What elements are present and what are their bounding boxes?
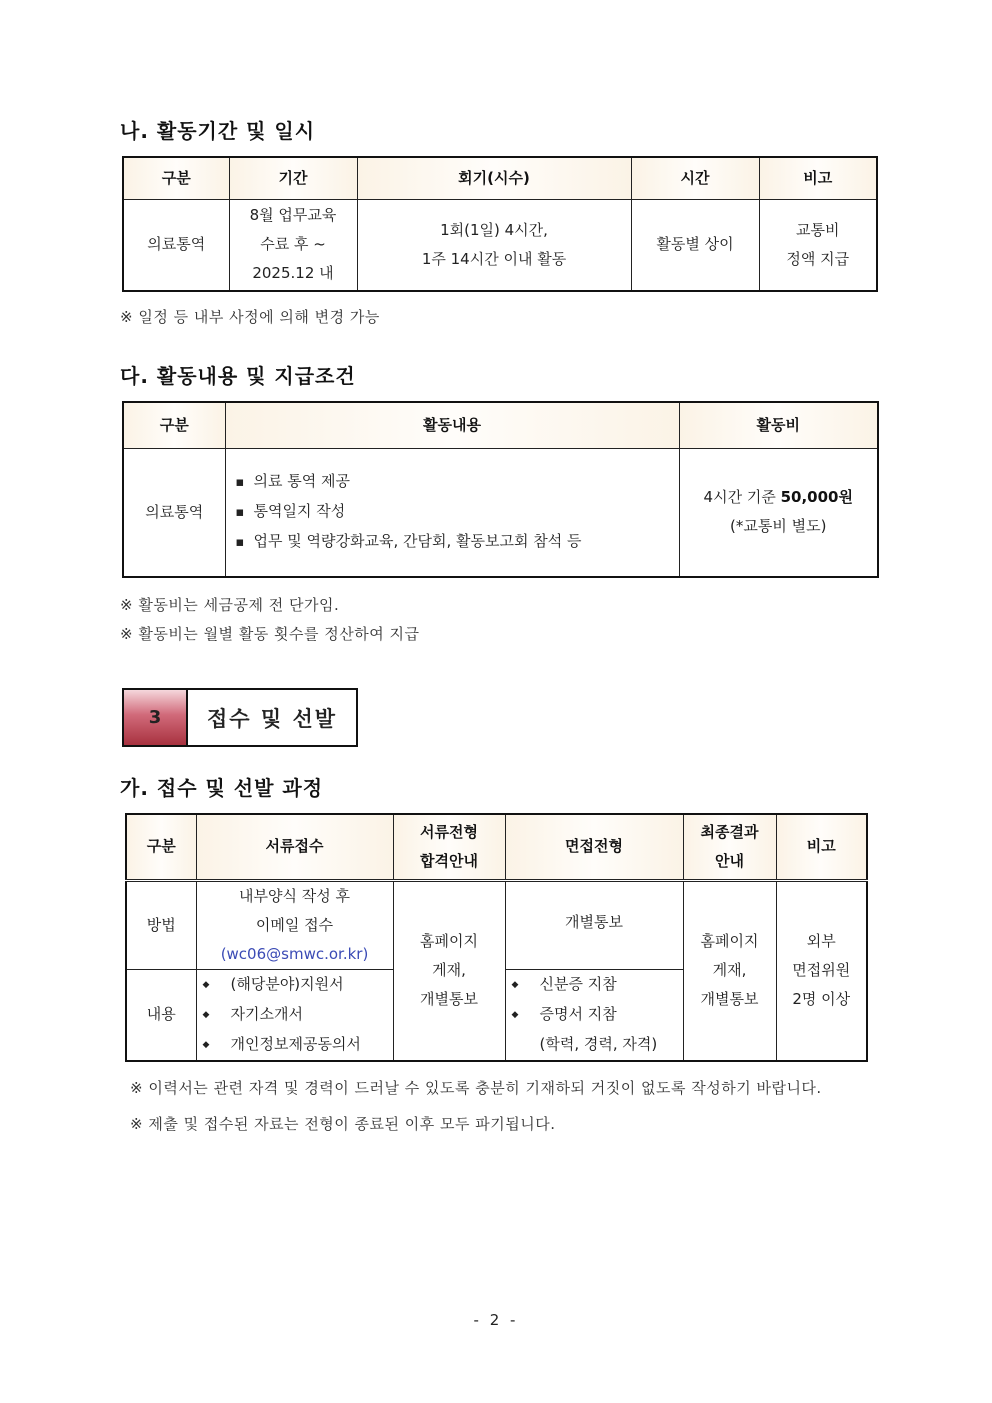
final-line-2: 게재, [712, 961, 747, 979]
note-line-1: 교통비 [796, 220, 840, 239]
section-number: 3 [124, 690, 188, 745]
cell-session [357, 199, 631, 291]
header-final-line-2: 안내 [715, 851, 744, 870]
list-item-sub: (학력, 경력, 자격) [539, 1035, 658, 1053]
selection-process-table [125, 813, 868, 1062]
header-doc-screen [393, 814, 505, 880]
list-item: ◆ 신분증 지참 [512, 970, 683, 1000]
footnote-disposal: ※ 제출 및 접수된 자료는 전형이 종료된 이후 모두 파기됩니다. [130, 1115, 556, 1133]
method-receipt-line-1: 내부양식 작성 후 [239, 886, 350, 905]
doc-screen-line-3: 개별통보 [420, 990, 478, 1008]
cell-time: 활동별 상이 [631, 199, 759, 291]
fee-prefix: 4시간 기준 [703, 488, 781, 507]
note-line-3: 2명 이상 [792, 990, 851, 1008]
doc-screen-line-2: 게재, [432, 961, 466, 979]
footnote-fee-settlement: ※ 활동비는 월별 활동 횟수를 정산하여 지급 [120, 625, 420, 643]
header-time: 시간 [631, 157, 759, 199]
list-item: ◆ 증명서 지참 [512, 1000, 683, 1030]
heading-activity-content: 다. 활동내용 및 지급조건 [120, 364, 356, 388]
row-label-content: 내용 [126, 969, 196, 1061]
activity-content-table [122, 401, 879, 578]
period-line-1: 8월 업무교육 [249, 206, 337, 225]
footnote-resume: ※ 이력서는 관련 자격 및 경력이 드러날 수 있도록 충분히 기재하되 거짓이 없도록 작성하기 바랍니다. [130, 1079, 822, 1097]
header-interview: 면접전형 [505, 814, 683, 880]
header-doc-screen-line-2: 합격안내 [420, 851, 478, 870]
heading-activity-period: 나. 활동기간 및 일시 [120, 119, 316, 143]
header-category: 구분 [123, 157, 229, 199]
activity-period-table [122, 156, 878, 292]
footnote-fee-tax: ※ 활동비는 세금공제 전 단가임. [120, 596, 340, 614]
header-category: 구분 [126, 814, 196, 880]
footnote-schedule: ※ 일정 등 내부 사정에 의해 변경 가능 [120, 308, 380, 326]
list-item: ▪ 통역일지 작성 [236, 497, 679, 527]
session-line-1: 1회(1일) 4시간, [440, 220, 548, 239]
cell-final [683, 880, 776, 1061]
fee-amount: 50,000원 [780, 488, 853, 507]
header-note: 비고 [776, 814, 867, 880]
email-link[interactable]: (wc06@smwc.or.kr) [220, 944, 369, 963]
doc-screen-line-1: 홈페이지 [420, 932, 478, 950]
cell-content-list [225, 448, 679, 577]
list-item: ◆ (해당분야)지원서 [203, 970, 393, 1000]
cell-method-receipt [196, 880, 393, 969]
cell-category: 의료통역 [123, 448, 225, 577]
header-note: 비고 [759, 157, 877, 199]
cell-period [229, 199, 357, 291]
section-title: 접수 및 선발 [206, 706, 338, 731]
note-line-1: 외부 [806, 932, 836, 950]
header-doc-screen-line-1: 서류전형 [420, 822, 478, 841]
cell-fee [679, 448, 878, 577]
cell-note [776, 880, 867, 1061]
period-line-2: 수료 후 ~ [260, 235, 326, 254]
list-item: ◆ 자기소개서 [203, 1000, 393, 1030]
list-item: ▪ 의료 통역 제공 [236, 467, 679, 497]
header-category: 구분 [123, 402, 225, 448]
header-doc-receipt: 서류접수 [196, 814, 393, 880]
section-3-header [122, 688, 358, 747]
heading-selection-process: 가. 접수 및 선발 과정 [120, 776, 324, 800]
cell-note [759, 199, 877, 291]
fee-line [680, 483, 878, 512]
header-session: 회기(시수) [357, 157, 631, 199]
header-final-line-1: 최종결과 [700, 822, 759, 841]
method-receipt-line-2: 이메일 접수 [255, 915, 334, 934]
page-number: - 2 - [473, 1311, 519, 1329]
list-item: ◆ 개인정보제공동의서 [203, 1030, 393, 1060]
header-fee: 활동비 [679, 402, 878, 448]
header-period: 기간 [229, 157, 357, 199]
final-line-3: 개별통보 [700, 990, 759, 1008]
session-line-2: 1주 14시간 이내 활동 [421, 249, 567, 268]
period-line-3: 2025.12 내 [252, 264, 334, 283]
cell-content-receipt [196, 969, 393, 1061]
final-line-1: 홈페이지 [700, 932, 759, 950]
list-item: ▪ 업무 및 역량강화교육, 간담회, 활동보고회 참석 등 [236, 527, 679, 557]
header-content: 활동내용 [225, 402, 679, 448]
note-line-2: 정액 지급 [786, 249, 850, 268]
row-label-method: 방법 [126, 880, 196, 969]
header-final [683, 814, 776, 880]
cell-category: 의료통역 [123, 199, 229, 291]
cell-method-interview: 개별통보 [505, 880, 683, 969]
cell-doc-screen [393, 880, 505, 1061]
cell-content-interview [505, 969, 683, 1061]
fee-note: (*교통비 별도) [730, 517, 827, 536]
note-line-2: 면접위원 [792, 961, 851, 979]
